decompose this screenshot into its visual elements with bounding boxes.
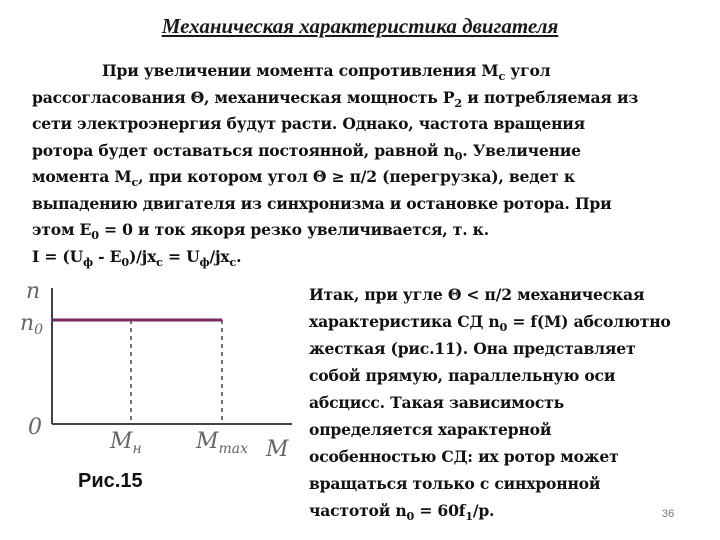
paragraph-line: рассогласования Θ, механическая мощность $Р_2$ и потребляемая из <box>32 87 639 110</box>
n0-label: n0 <box>20 311 44 338</box>
subscript: c <box>229 254 237 269</box>
page-number: 36 <box>662 508 675 520</box>
mmax-label: $M_{max}$ <box>196 429 249 457</box>
side-line: абсцисс. Такая зависимость <box>309 393 564 412</box>
paragraph-line: выпадению двигателя из синхронизма и остановке ротора. При <box>32 193 612 213</box>
characteristic-figure <box>0 270 300 470</box>
figure-caption: Рис.15 <box>78 470 143 492</box>
subscript: 0 <box>454 148 463 163</box>
main-paragraph <box>32 58 708 270</box>
paragraph-line: $I = (U_ф - E_0)/jx_c = U_ф/jx_c$. <box>32 246 242 269</box>
subscript: с <box>498 69 506 84</box>
side-text <box>309 281 714 524</box>
side-line: особенностью СД: их ротор может <box>309 447 619 466</box>
subscript: c <box>156 254 163 269</box>
subscript: 1 <box>465 509 473 524</box>
origin-label: 0 <box>28 415 42 440</box>
subscript: 0 <box>91 228 99 243</box>
x-axis-label: M <box>266 437 289 462</box>
y-axis-label: n <box>26 279 41 304</box>
paragraph-line: момента $М_с$, при котором угол Θ ≥ π/2 (перегрузка), ведет к <box>32 167 575 190</box>
paragraph-line: ротора будет оставаться постоянной, равной $n_0$. Увеличение <box>32 140 581 163</box>
side-line: вращаться только с синхронной <box>309 474 601 493</box>
subscript: с <box>131 175 139 190</box>
subscript: ф <box>199 254 210 269</box>
paragraph-line: сети электроэнергия будут расти. Однако, частота вращения <box>32 114 585 133</box>
subscript: 0 <box>406 509 415 524</box>
subscript: 0 <box>499 320 508 335</box>
side-line: Итак, при угле Θ < π/2 механическая <box>309 285 645 304</box>
side-line: частотой $n_0 = 60f_1/р$. <box>309 501 495 524</box>
subscript: 2 <box>454 95 462 110</box>
side-line: определяется характерной <box>309 420 552 439</box>
paragraph-line: При увеличении момента сопротивления $М_с$ угол <box>102 61 551 84</box>
subscript: 0 <box>121 254 129 269</box>
paragraph-line: этом $Е_0 = 0$ и ток якоря резко увеличивается, т. к. <box>32 220 489 243</box>
mn-label: $M_н$ <box>110 429 142 457</box>
side-line: собой прямую, параллельную оси <box>309 366 616 385</box>
side-line: жесткая (рис.11). Она представляет <box>309 339 636 358</box>
subscript: ф <box>83 254 93 269</box>
side-line: характеристика СД $n_0 = f(M)$ абсолютно <box>309 312 671 335</box>
slide-title: Механическая характеристика двигателя <box>161 14 559 38</box>
